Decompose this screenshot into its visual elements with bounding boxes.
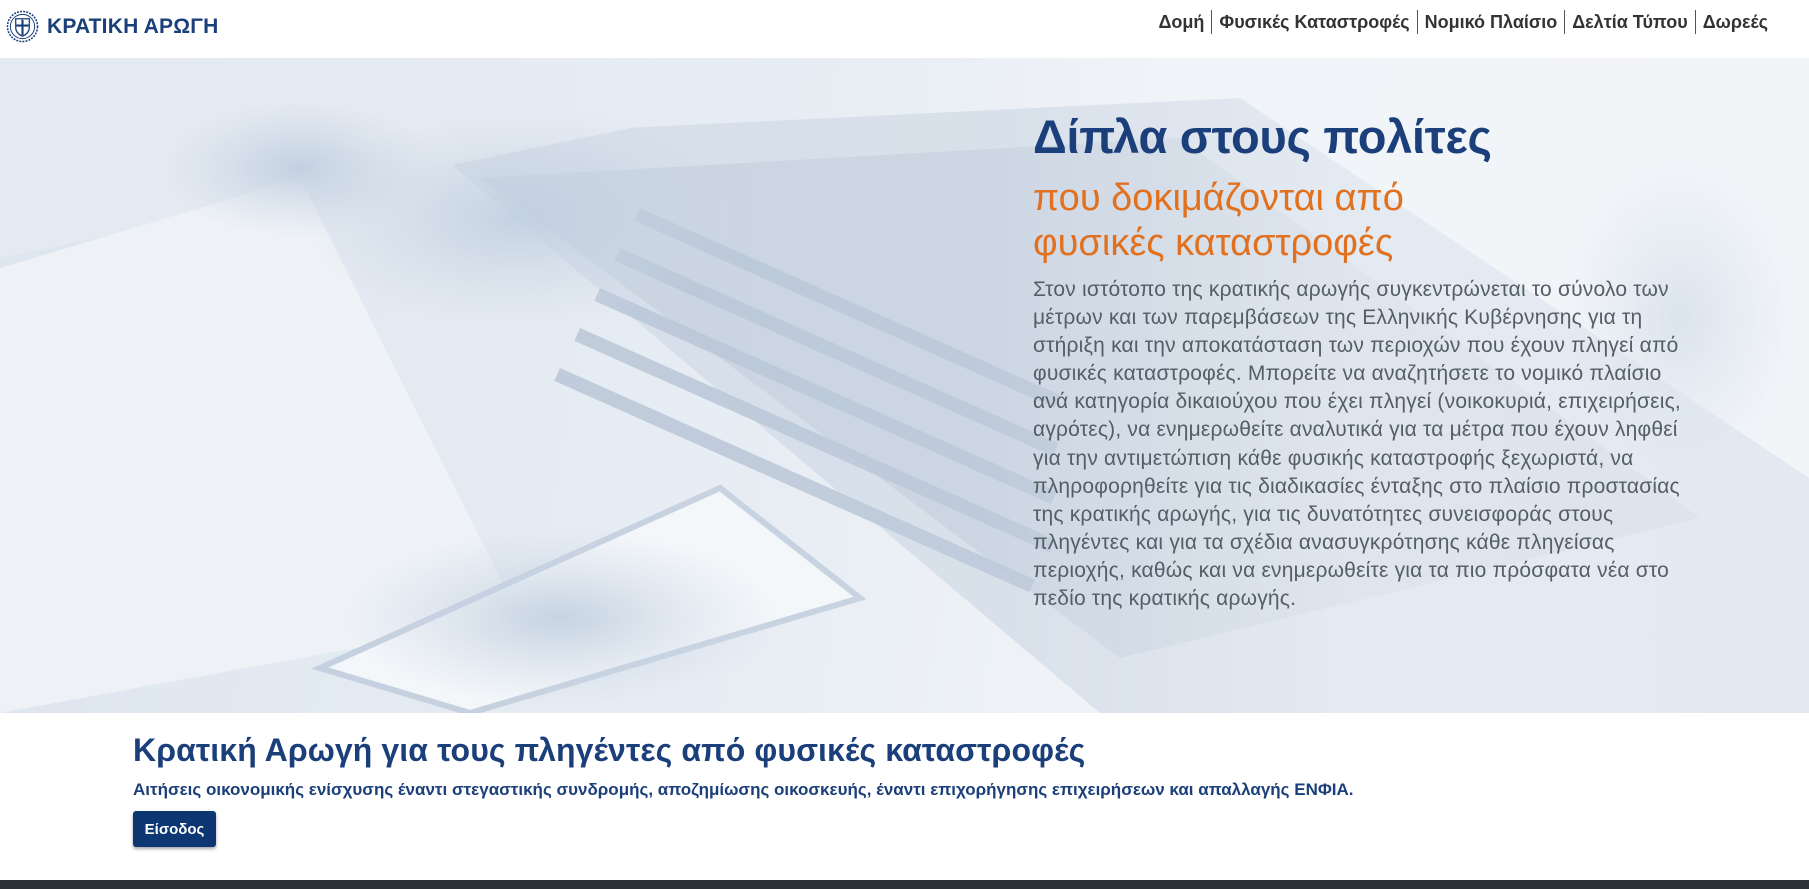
nav-item-structure[interactable]: Δομή (1158, 12, 1205, 32)
greek-coat-of-arms-icon (6, 10, 39, 43)
brand-name: ΚΡΑΤΙΚΗ ΑΡΩΓΗ (47, 14, 219, 38)
section-subtitle: Αιτήσεις οικονομικής ενίσχυσης έναντι στεγαστικής συνδρομής, αποζημίωσης οικοσκευής, έναντι επιχορήγησης επιχειρήσεων και απαλλαγής ΕΝΦΙΑ. (133, 780, 1354, 799)
nav-item-donations[interactable]: Δωρεές (1695, 10, 1775, 34)
nav-item-press-releases[interactable]: Δελτία Τύπου (1564, 10, 1694, 34)
hero-subtitle: που δοκιμάζονται από φυσικές καταστροφές (1033, 177, 1404, 264)
hero-banner (0, 58, 1809, 713)
login-button[interactable]: Είσοδος (133, 811, 216, 847)
hero-title: Δίπλα στους πολίτες (1033, 110, 1492, 163)
main-nav (1151, 10, 1775, 34)
section-title: Κρατική Αρωγή για τους πληγέντες από φυσικές καταστροφές (133, 732, 1086, 768)
brand-logo-link[interactable] (6, 10, 218, 43)
site-header (0, 0, 1809, 58)
nav-item-legal-framework[interactable]: Νομικό Πλαίσιο (1417, 10, 1565, 34)
application-section (0, 713, 1809, 880)
hero-description: Στον ιστότοπο της κρατικής αρωγής συγκεντρώνεται το σύνολο των μέτρων και των παρεμβάσεων της Ελληνικής Κυβέρνησης για τη στήριξη και την αποκατάσταση των περιοχών που έχουν πληγεί από φυσικές καταστροφές. Μπορείτε να αναζητήσετε το νομικό πλαίσιο ανά κατηγορία δικαιούχου που έχει πληγεί (νοικοκυριά, επιχειρήσεις, αγρότες), να ενημερωθείτε αναλυτικά για τα μέτρα που έχουν ληφθεί για την αντιμετώπιση κάθε φυσικής καταστροφής ξεχωριστά, να πληροφορηθείτε για τις διαδικασίες ένταξης στο πλαίσιο προστασίας της κρατικής αρωγής, για τις δυνατότητες συνεισφοράς στους πληγέντες και για τα σχέδια ανασυγκρότησης κάθε πληγείσας περιοχής, καθώς και να ενημερωθείτε για τα πιο πρόσφατα νέα στο πεδίο της κρατικής αρωγής. (1033, 278, 1681, 611)
nav-item-natural-disasters[interactable]: Φυσικές Καταστροφές (1211, 10, 1416, 34)
hero-content (1033, 108, 1683, 613)
footer-edge (0, 880, 1809, 889)
